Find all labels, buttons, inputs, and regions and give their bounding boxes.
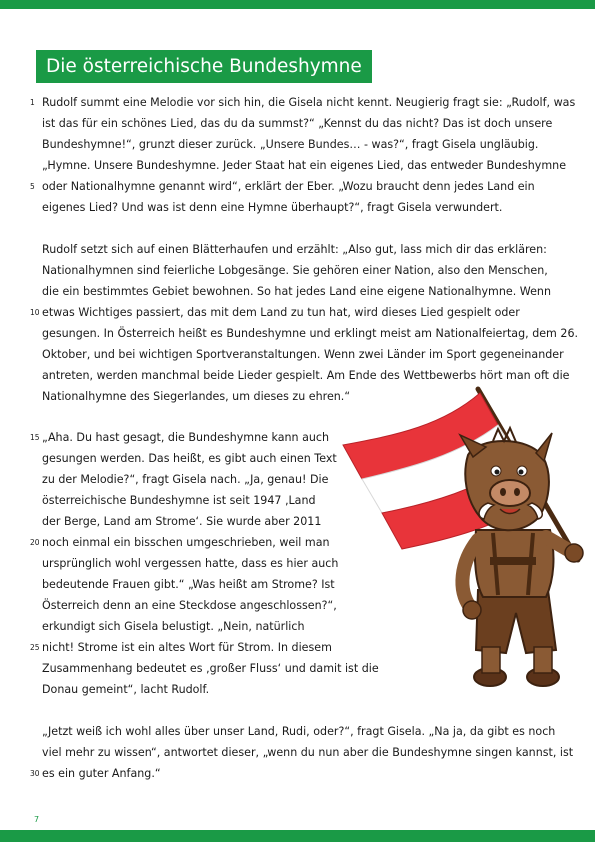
text-line: erkundigt sich Gisela belustigt. „Nein, natürlich — [42, 620, 305, 633]
text-line: „Hymne. Unsere Bundeshymne. Jeder Staat hat ein eigenes Lied, das entweder Bundeshymne — [42, 159, 567, 172]
text-line: Oktober, und bei wichtigen Sportveranstaltungen. Wenn zwei Länder im Sport gegeneinander — [42, 348, 564, 361]
text-line: antreten, werden manchmal beide Lieder gespielt. Am Ende des Wettbewerbs hört man oft die — [42, 369, 570, 382]
text-line: gesungen werden. Das heißt, es gibt auch einen Text — [42, 452, 337, 465]
text-line: Zusammenhang bedeutet es ‚großer Fluss‘ und damit ist die — [42, 662, 379, 675]
boar-with-austrian-flag-illustration — [338, 385, 588, 695]
text-line: ist das für ein schönes Lied, das du da summst?“ „Kennst du das nicht? Das ist doch unsere — [42, 117, 553, 130]
bottom-green-bar — [0, 830, 595, 842]
text-line: bedeutende Frauen gibt.“ „Was heißt am Strome? Ist — [42, 578, 335, 591]
line-number-30: 30 — [30, 769, 40, 778]
line-number-5: 5 — [30, 182, 35, 191]
text-line: die ein bestimmtes Gebiet bewohnen. So hat jedes Land eine eigene Nationalhymne. Wenn — [42, 285, 551, 298]
text-line: „Jetzt weiß ich wohl alles über unser Land, Rudi, oder?“, fragt Gisela. „Na ja, da gibt es noch — [42, 725, 556, 738]
top-green-bar — [0, 0, 595, 9]
text-line: noch einmal ein bisschen umgeschrieben, weil man — [42, 536, 330, 549]
boar-character — [460, 428, 583, 686]
page-number: 7 — [34, 815, 40, 824]
text-line: Österreich denn an eine Steckdose angeschlossen?“, — [42, 599, 337, 612]
page-title: Die österreichische Bundeshymne — [36, 50, 372, 83]
line-number-20: 20 — [30, 538, 40, 547]
text-line: es ein guter Anfang.“ — [42, 767, 161, 780]
line-number-1: 1 — [30, 98, 35, 107]
text-line: der Berge, Land am Strome‘. Sie wurde aber 2011 — [42, 515, 322, 528]
line-number-25: 25 — [30, 643, 40, 652]
text-line: zu der Melodie?“, fragt Gisela nach. „Ja, genau! Die — [42, 473, 329, 486]
text-line: Rudolf summt eine Melodie vor sich hin, die Gisela nicht kennt. Neugierig fragt sie: „Rudolf, was — [42, 96, 576, 109]
text-line: Donau gemeint“, lacht Rudolf. — [42, 683, 210, 696]
text-line: „Aha. Du hast gesagt, die Bundeshymne kann auch — [42, 431, 330, 444]
text-line: österreichische Bundeshymne ist seit 1947 ‚Land — [42, 494, 316, 507]
text-line: Nationalhymne des Siegerlandes, um dieses zu ehren.“ — [42, 390, 351, 403]
text-line: eigenes Lied? Und was ist denn eine Hymne überhaupt?“, fragt Gisela verwundert. — [42, 201, 503, 214]
text-line: gesungen. In Österreich heißt es Bundeshymne und erklingt meist am Nationalfeiertag, dem 26. — [42, 327, 579, 340]
line-number-10: 10 — [30, 308, 40, 317]
text-line: etwas Wichtiges passiert, das mit dem Land zu tun hat, wird dieses Lied gespielt oder — [42, 306, 520, 319]
text-line: oder Nationalhymne genannt wird“, erklärt der Eber. „Wozu braucht denn jedes Land ein — [42, 180, 535, 193]
text-line: ursprünglich wohl vergessen hatte, dass es hier auch — [42, 557, 339, 570]
text-line: viel mehr zu wissen“, antwortet dieser, „wenn du nun aber die Bundeshymne singen kannst, ist — [42, 746, 574, 759]
line-number-15: 15 — [30, 433, 40, 442]
text-line: Bundeshymne!“, grunzt dieser zurück. „Unsere Bundes… - was?“, fragt Gisela ungläubig. — [42, 138, 539, 151]
text-line: Nationalhymnen sind feierliche Lobgesänge. Sie gehören einer Nation, also den Menschen, — [42, 264, 548, 277]
text-line: Rudolf setzt sich auf einen Blätterhaufen und erzählt: „Also gut, lass mich dir das erklären: — [42, 243, 547, 256]
text-line: nicht! Strome ist ein altes Wort für Strom. In diesem — [42, 641, 332, 654]
